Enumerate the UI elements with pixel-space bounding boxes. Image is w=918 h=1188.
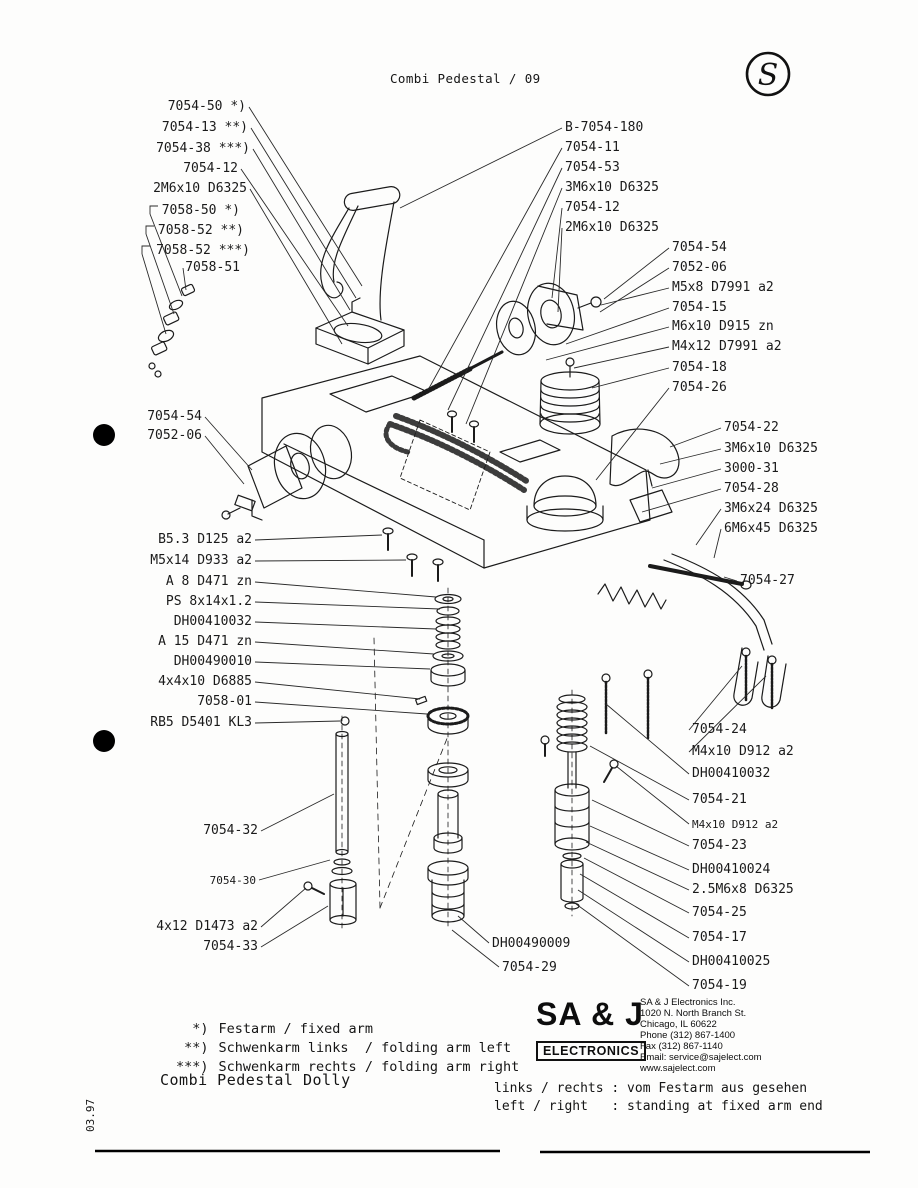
address-line: www.sajelect.com [640,1063,716,1074]
part-label: 7054-24 [692,722,747,737]
address-line: SA & J Electronics Inc. [640,997,736,1008]
part-label: M5x14 D933 a2 [150,553,252,568]
right-wheel-assembly [492,279,601,358]
part-label: 4x12 D1473 a2 [156,919,258,934]
legend-text: Schwenkarm rechts / folding arm right [218,1059,520,1075]
address-line: Phone (312) 867-1400 [640,1030,736,1041]
part-label: 7052-06 [672,260,727,275]
punch-hole-top [93,424,115,446]
part-label: 7054-12 [183,161,238,176]
address-line: Chicago, IL 60622 [640,1019,717,1030]
part-label: 7054-30 [209,874,256,887]
part-label: 7054-23 [692,838,747,853]
part-label: M5x8 D7991 a2 [672,280,774,295]
part-label: 3M6x10 D6325 [565,180,659,195]
company-division: ELECTRONICS [536,1041,646,1061]
part-label: M6x10 D915 zn [672,319,774,334]
legend-marker: *) [192,1021,209,1037]
address-line: Fax (312) 867-1140 [640,1041,723,1052]
part-label: 7058-50 *) [161,203,240,218]
left-wheel-assembly [222,421,357,520]
part-label: DH00490009 [492,936,571,951]
part-label: 7054-19 [692,978,747,993]
part-label: 7058-51 [185,260,240,275]
part-label: 7058-01 [197,694,252,709]
address-line: 1020 N. North Branch St. [640,1008,747,1019]
part-label: M4x10 D912 a2 [692,818,779,831]
part-label: 7058-52 ***) [156,243,250,258]
part-label: M4x10 D912 a2 [692,744,794,759]
part-label: 2.5M6x8 D6325 [692,882,794,897]
part-label: 2M6x10 D6325 [153,181,247,196]
part-label: 3000-31 [724,461,779,476]
scan-edge-line [95,1151,870,1152]
legend-text: Festarm / fixed arm [218,1021,373,1037]
part-label: PS 8x14x1.2 [165,594,252,609]
part-label: 7054-18 [672,360,727,375]
legend-text: Schwenkarm links / folding arm left [218,1040,512,1056]
edition-date: 03.97 [84,1098,97,1132]
part-label: 7054-26 [672,380,727,395]
part-label: 3M6x10 D6325 [724,441,818,456]
legend-marker: **) [184,1040,209,1056]
part-label: DH00410032 [173,614,252,629]
part-label: 7054-50 *) [167,99,246,114]
part-label: A 8 D471 zn [165,574,252,589]
part-label: 7054-22 [724,420,779,435]
svg-text:S: S [757,58,779,93]
part-label: 7054-53 [565,160,620,175]
address-line: Email: service@sajelect.com [640,1052,762,1063]
part-label: DH00490010 [173,654,252,669]
part-label: 7058-52 **) [157,223,244,238]
part-label: B5.3 D125 a2 [158,532,252,547]
drive-chain [386,416,528,490]
dome-cap [527,476,603,531]
part-label: 7054-12 [565,200,620,215]
part-label: 7054-28 [724,481,779,496]
main-body [262,356,650,568]
punch-hole-bottom [93,730,115,752]
legend-marker: ***) [176,1059,209,1075]
drawing-title: Combi Pedestal Dolly [160,1071,351,1089]
construction-lines [374,638,448,908]
part-label: DH00410032 [692,766,771,781]
top-tray [316,298,404,364]
part-label: 7054-15 [672,300,727,315]
part-label: A 15 D471 zn [158,634,252,649]
page-title: Combi Pedestal / 09 [390,71,541,86]
part-label: 3M6x24 D6325 [724,501,818,516]
pump-handle [321,185,402,320]
part-label: 7054-21 [692,792,747,807]
part-label: 7054-17 [692,930,747,945]
company-name: SA & J [536,996,644,1032]
part-label: 7054-27 [740,573,795,588]
part-label: 7054-13 **) [161,120,248,135]
part-label: 7054-32 [203,823,258,838]
part-label: 2M6x10 D6325 [565,220,659,235]
part-label: DH00410025 [692,954,771,969]
part-label: RB5 D5401 KL3 [150,715,252,730]
part-label: 7054-25 [692,905,747,920]
part-label: DH00410024 [692,862,771,877]
part-label: M4x12 D7991 a2 [672,339,782,354]
part-label: B-7054-180 [565,120,644,135]
column-spring [540,358,600,434]
part-label: 7054-11 [565,140,620,155]
footnote-line-english: left / right : standing at fixed arm end [494,1099,823,1114]
clamp-small-parts [149,284,195,377]
part-label: 4x4x10 D6885 [158,674,252,689]
company-address [640,997,762,1074]
center-exploded-stack [383,528,468,930]
part-label: 7054-33 [203,939,258,954]
part-label: 7052-06 [147,428,202,443]
footnote-line-german: links / rechts : vom Festarm aus gesehen [494,1081,808,1096]
part-label: 7054-54 [147,409,202,424]
part-label: 7054-38 ***) [156,141,250,156]
part-label: 7054-29 [502,960,557,975]
arm-casting [610,429,679,522]
s-logo-icon [747,53,789,95]
part-label: 7054-54 [672,240,727,255]
part-label: 6M6x45 D6325 [724,521,818,536]
pump-rod-assembly [304,716,356,932]
